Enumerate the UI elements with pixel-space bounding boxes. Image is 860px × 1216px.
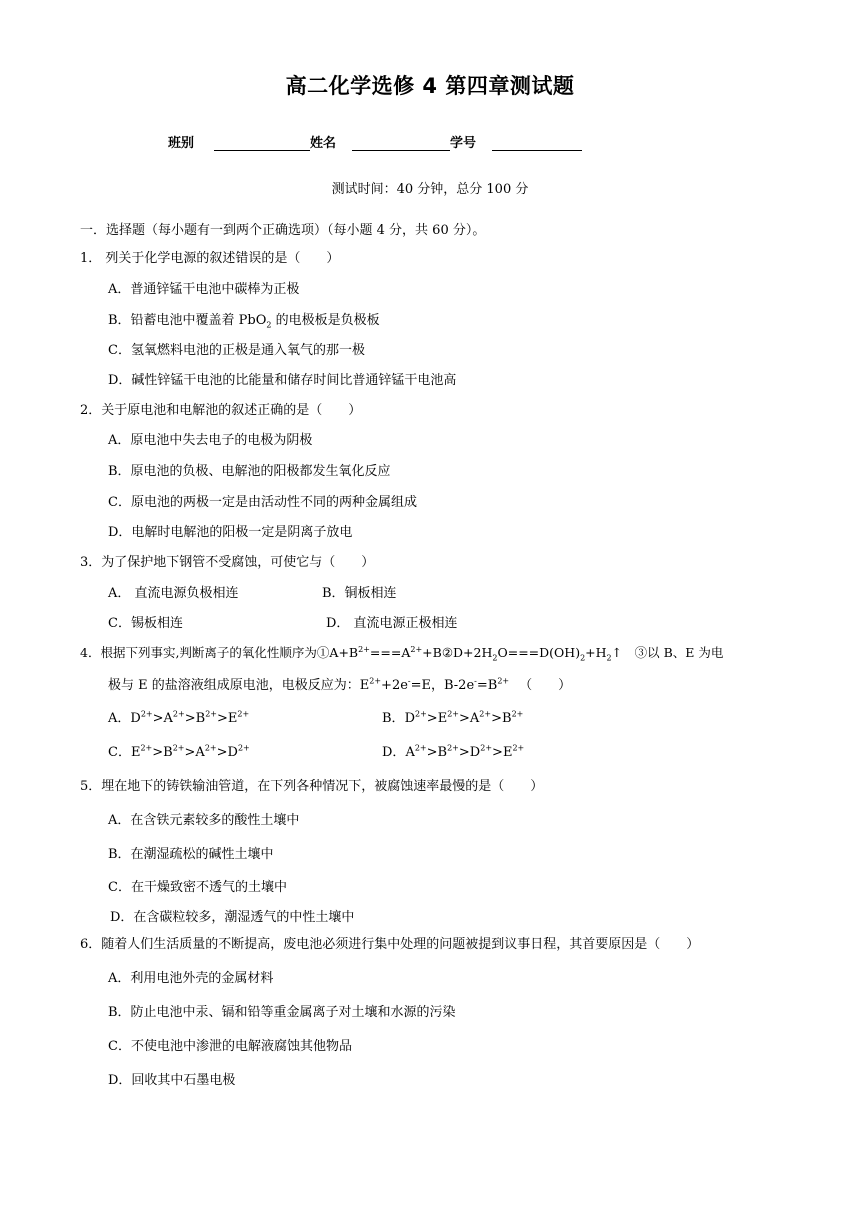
ion-charge: 2+ bbox=[237, 743, 250, 753]
q3-option-d: D． 直流电源正极相连 bbox=[326, 616, 458, 631]
q5-option-a: A．在含铁元素较多的酸性土壤中 bbox=[108, 813, 300, 828]
ion-symbol: B bbox=[163, 745, 173, 760]
ion-charge: 2+ bbox=[172, 709, 185, 719]
q4-option-a bbox=[108, 711, 249, 727]
q3-option-b: B．铜板相连 bbox=[322, 586, 397, 601]
section-heading: 一．选择题（每小题有一到两个正确选项）（每小题 4 分，共 60 分）。 bbox=[80, 223, 486, 238]
option-label: B． bbox=[382, 711, 405, 726]
q1-option-b bbox=[108, 313, 380, 329]
greater-than: > bbox=[152, 745, 164, 760]
class-blank[interactable] bbox=[214, 136, 310, 151]
q4-text: +B②D+2H bbox=[422, 645, 493, 660]
q4-sup: - bbox=[407, 676, 411, 686]
ion-charge: 2+ bbox=[140, 709, 153, 719]
greater-than: > bbox=[216, 711, 228, 726]
q1-option-d: D．碱性锌锰干电池的比能量和储存时间比普通锌锰干电池高 bbox=[108, 373, 457, 388]
question-4-stem-line2 bbox=[108, 678, 571, 694]
greater-than: > bbox=[458, 745, 470, 760]
ion-charge: 2+ bbox=[447, 709, 459, 719]
q6-option-b: B．防止电池中汞、镉和铅等重金属离子对土壤和水源的污染 bbox=[108, 1005, 456, 1020]
option-label: C． bbox=[108, 745, 131, 760]
ion-symbol: E bbox=[502, 745, 513, 760]
q4-text: ↑ ③以 B、E 为电 bbox=[611, 645, 724, 660]
question-4-stem-line1 bbox=[80, 645, 723, 661]
q4-text: +2e bbox=[381, 678, 408, 693]
q4-sup: 2+ bbox=[497, 676, 510, 686]
ion-charge: 2+ bbox=[447, 743, 459, 753]
ion-charge: 2+ bbox=[140, 743, 153, 753]
ion-symbol: D bbox=[130, 711, 141, 726]
ion-symbol: E bbox=[130, 745, 141, 760]
q4-text: O===D(OH) bbox=[497, 645, 581, 660]
ion-symbol: A bbox=[195, 745, 205, 760]
q1-b-text: B．铅蓄电池中覆盖着 PbO bbox=[108, 313, 267, 328]
q4-sup: - bbox=[474, 676, 477, 686]
page-title: 高二化学选修 4 第四章测试题 bbox=[285, 74, 575, 98]
q2-option-a: A．原电池中失去电子的电极为阴极 bbox=[108, 433, 313, 448]
ion-charge: 2+ bbox=[414, 743, 427, 753]
q4-sup: 2+ bbox=[358, 644, 370, 654]
q4-text: =E，B-2e bbox=[410, 678, 475, 693]
q5-option-c: C．在干燥致密不透气的土壤中 bbox=[108, 880, 287, 895]
greater-than: > bbox=[184, 711, 196, 726]
ion-symbol: D bbox=[404, 711, 415, 726]
greater-than: > bbox=[426, 745, 438, 760]
greater-than: > bbox=[491, 711, 502, 726]
q1-option-c: C．氢氧燃料电池的正极是通入氧气的那一极 bbox=[108, 343, 365, 358]
question-2-stem: 2．关于原电池和电解池的叙述正确的是（ ） bbox=[80, 403, 362, 418]
ion-charge: 2+ bbox=[511, 709, 524, 719]
q6-option-c: C．不使电池中渗泄的电解液腐蚀其他物品 bbox=[108, 1039, 352, 1054]
ion-charge: 2+ bbox=[172, 743, 185, 753]
q1-b-text-rest: 的电极板是负极板 bbox=[271, 313, 380, 328]
ion-charge: 2+ bbox=[480, 743, 493, 753]
name-blank[interactable] bbox=[352, 136, 450, 151]
ion-symbol: A bbox=[469, 711, 480, 726]
q4-option-d bbox=[382, 745, 524, 761]
ion-symbol: E bbox=[227, 711, 238, 726]
id-label: 学号 bbox=[450, 136, 477, 151]
question-3-stem: 3．为了保护地下钢管不受腐蚀，可使它与（ ） bbox=[80, 555, 375, 570]
class-label: 班别 bbox=[168, 136, 195, 151]
q4-text: 极与 E 的盐溶液组成原电池，电极反应为：E bbox=[108, 678, 370, 693]
option-label: D． bbox=[382, 745, 406, 760]
ion-symbol: E bbox=[437, 711, 448, 726]
q1-b-sub: 2 bbox=[266, 320, 272, 330]
ion-charge: 2+ bbox=[204, 743, 217, 753]
q3-option-a: A． 直流电源负极相连 bbox=[108, 586, 239, 601]
ion-symbol: D bbox=[469, 745, 481, 760]
ion-charge: 2+ bbox=[237, 709, 250, 719]
q4-sub: 2 bbox=[492, 653, 498, 663]
id-blank[interactable] bbox=[492, 136, 582, 151]
q4-text: ===A bbox=[369, 645, 411, 660]
question-1-stem: 1． 列关于化学电源的叙述错误的是（ ） bbox=[80, 251, 340, 266]
ion-charge: 2+ bbox=[205, 709, 217, 719]
question-5-stem: 5．埋在地下的铸铁输油管道，在下列各种情况下，被腐蚀速率最慢的是（ ） bbox=[80, 779, 544, 794]
greater-than: > bbox=[152, 711, 164, 726]
q6-option-a: A．利用电池外壳的金属材料 bbox=[108, 971, 274, 986]
greater-than: > bbox=[216, 745, 228, 760]
question-6-stem: 6．随着人们生活质量的不断提高，废电池必须进行集中处理的问题被提到议事日程，其首要原因是（ ） bbox=[80, 937, 700, 952]
name-label: 姓名 bbox=[310, 136, 337, 151]
ion-symbol: B bbox=[195, 711, 206, 726]
ion-symbol: A bbox=[405, 745, 415, 760]
student-info-row bbox=[168, 132, 582, 151]
q2-option-b: B．原电池的负极、电解池的阳极都发生氧化反应 bbox=[108, 464, 391, 479]
ion-charge: 2+ bbox=[512, 743, 525, 753]
ion-charge: 2+ bbox=[415, 709, 427, 719]
greater-than: > bbox=[426, 711, 438, 726]
q3-option-c: C．锡板相连 bbox=[108, 616, 183, 631]
q4-text: 4．根据下列事实,判断离子的氧化性顺序为①A+B bbox=[80, 645, 359, 660]
q5-option-b: B．在潮湿疏松的碱性土壤中 bbox=[108, 847, 274, 862]
q4-sub: 2 bbox=[606, 653, 612, 663]
greater-than: > bbox=[492, 745, 503, 760]
q4-sub: 2 bbox=[580, 653, 586, 663]
time-note: 测试时间：40 分钟，总分 100 分 bbox=[331, 182, 529, 197]
q2-option-c: C．原电池的两极一定是由活动性不同的两种金属组成 bbox=[108, 495, 417, 510]
q4-option-c bbox=[108, 745, 250, 761]
ion-symbol: B bbox=[437, 745, 448, 760]
q2-option-d: D．电解时电解池的阳极一定是阴离子放电 bbox=[108, 525, 353, 540]
q6-option-d: D．回收其中石墨电极 bbox=[108, 1073, 236, 1088]
q4-sup: 2+ bbox=[410, 644, 423, 654]
q4-option-b bbox=[382, 711, 523, 727]
ion-symbol: B bbox=[502, 711, 512, 726]
q4-text: =B bbox=[476, 678, 498, 693]
ion-symbol: A bbox=[163, 711, 173, 726]
q4-sup: 2+ bbox=[369, 676, 382, 686]
q1-option-a: A．普通锌锰干电池中碳棒为正极 bbox=[108, 282, 300, 297]
greater-than: > bbox=[459, 711, 470, 726]
q4-text: +H bbox=[585, 645, 607, 660]
ion-symbol: D bbox=[227, 745, 238, 760]
ion-charge: 2+ bbox=[479, 709, 492, 719]
greater-than: > bbox=[184, 745, 196, 760]
q4-text: （ ） bbox=[519, 678, 572, 693]
q5-option-d: D．在含碳粒较多，潮湿透气的中性土壤中 bbox=[110, 910, 355, 925]
option-label: A． bbox=[108, 711, 131, 726]
